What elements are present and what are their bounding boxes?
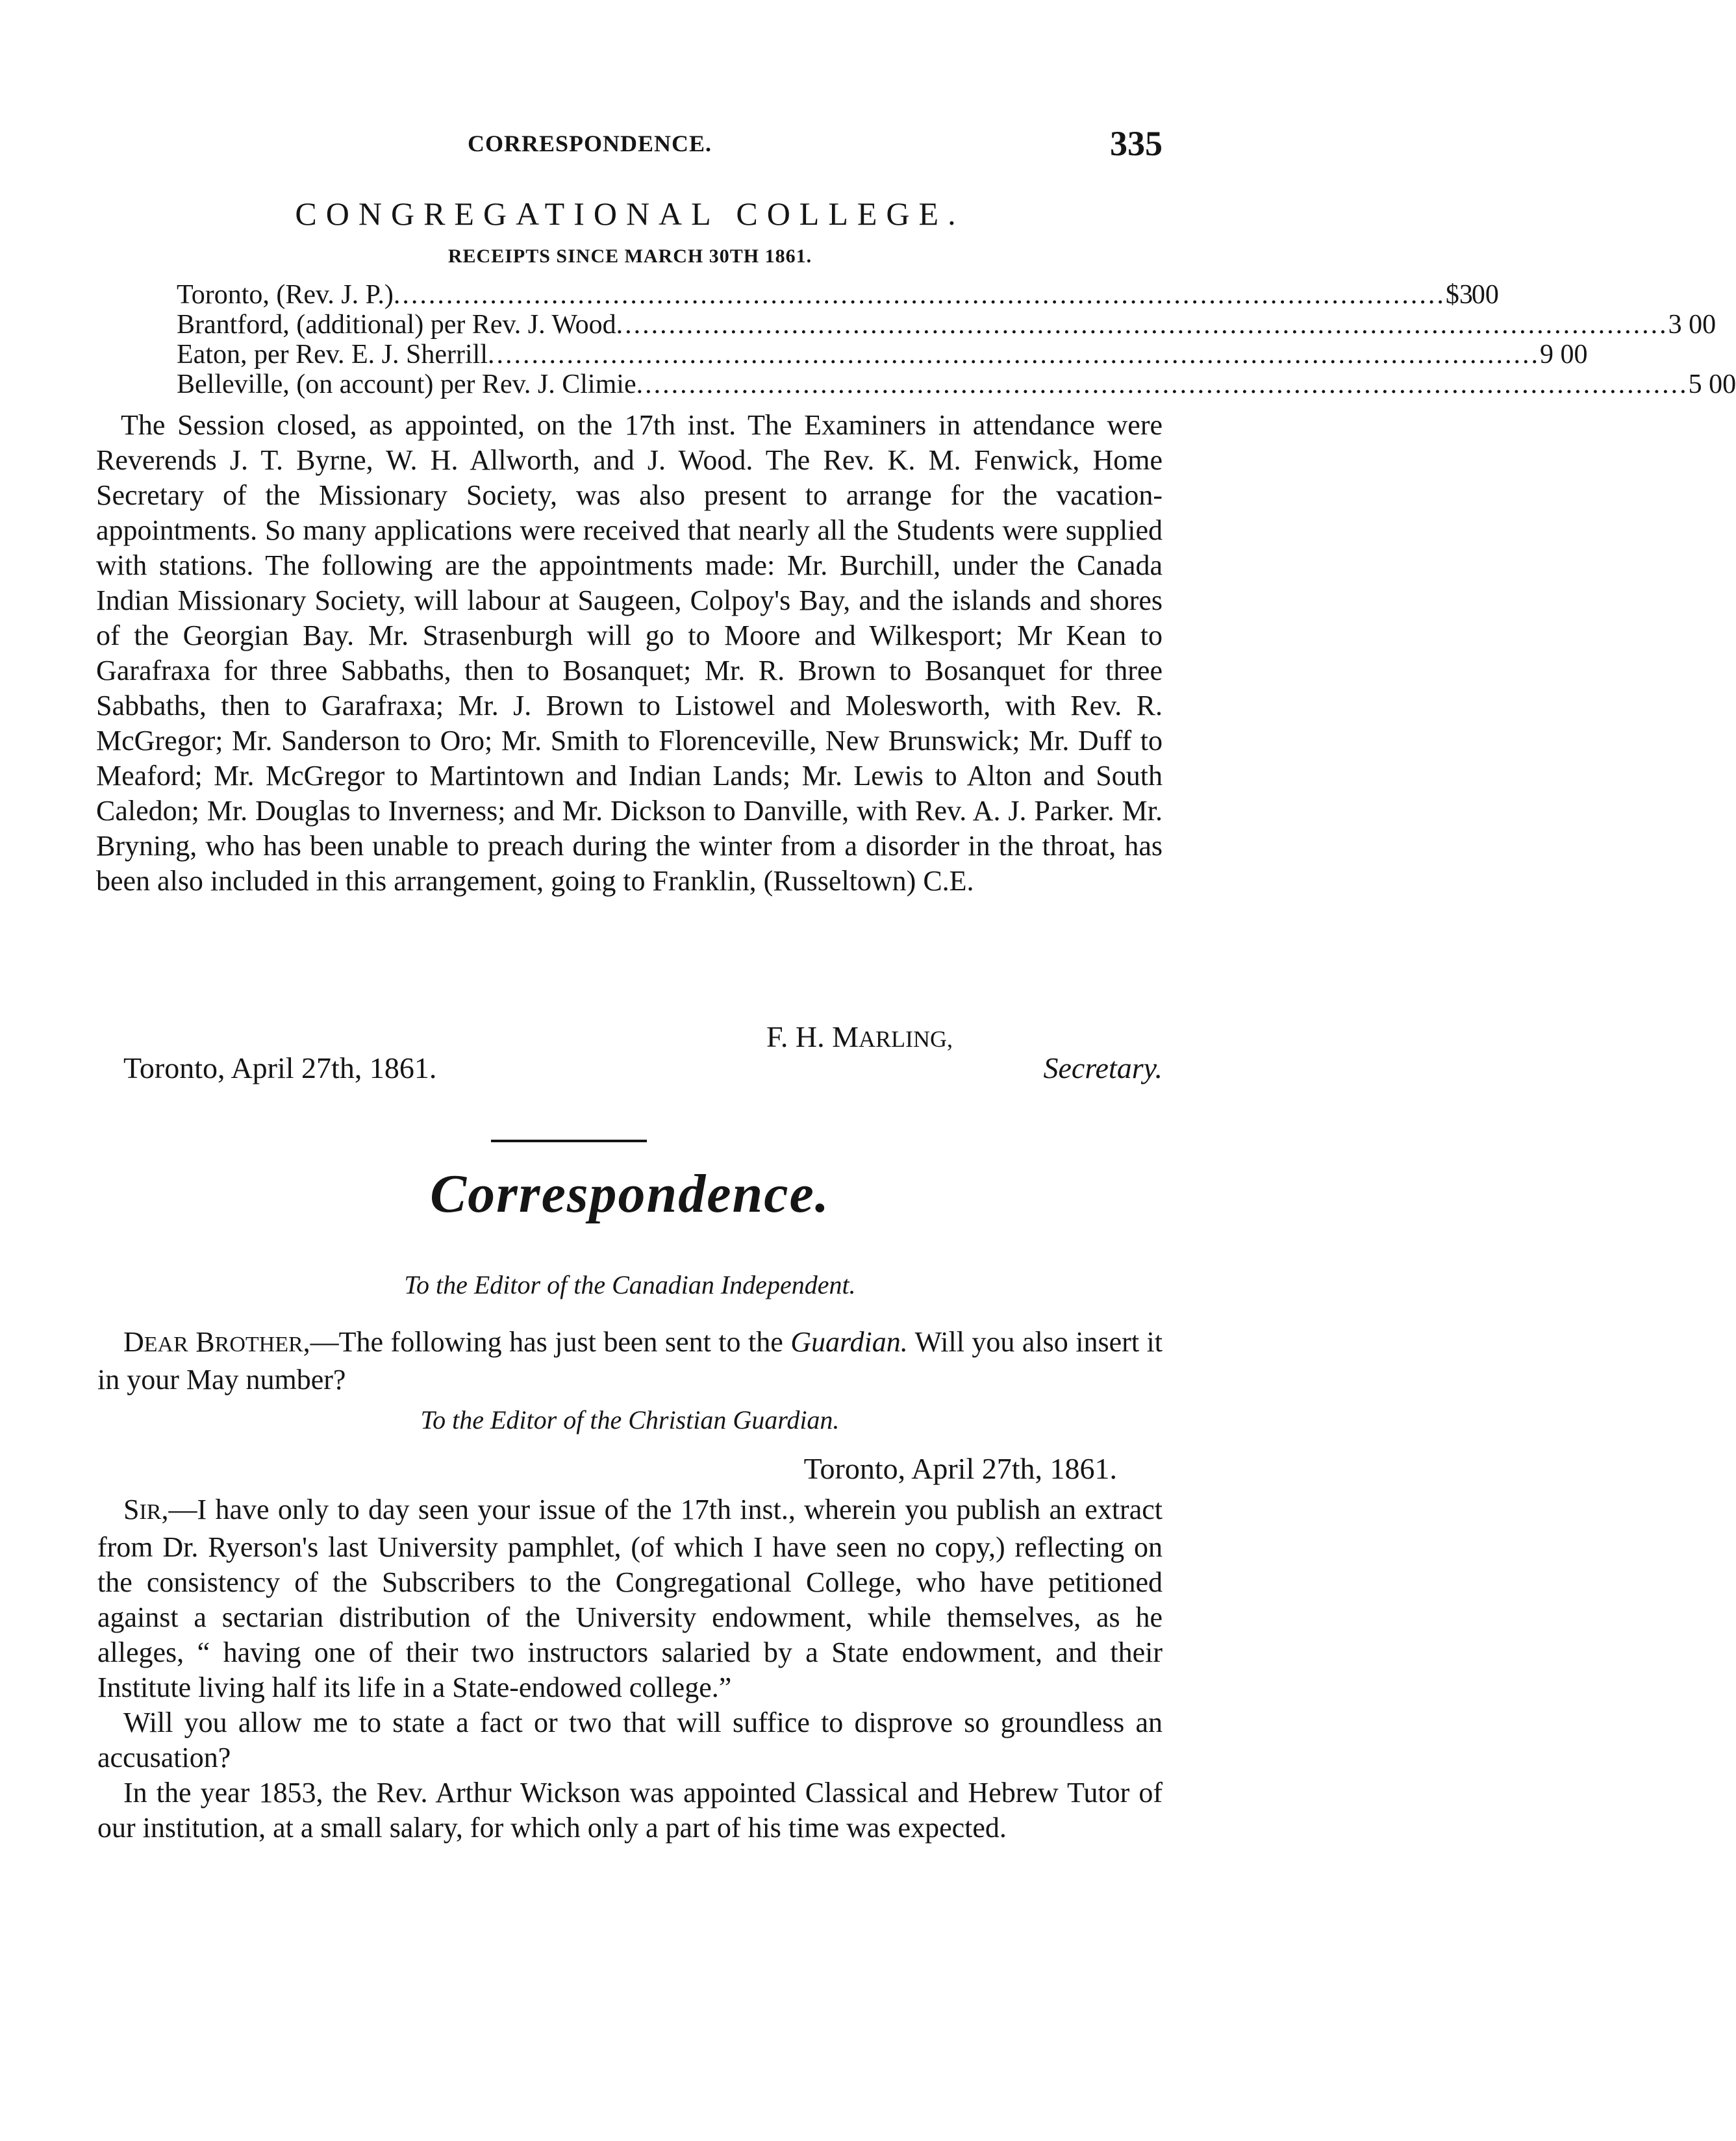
sir-initial: S: [123, 1494, 140, 1525]
dot-leader: ........................................................................................................................: [616, 310, 1668, 340]
signature-surname: ARLING,: [859, 1026, 953, 1052]
sir-paragraph: [97, 1492, 1163, 1705]
receipts-list: [177, 279, 1736, 399]
to-guardian-heading: To the Editor of the Christian Guardian.: [420, 1405, 840, 1434]
receipt-amount: 9 00: [1540, 340, 1588, 369]
dear-text-2: Will you also insert it in your May number?: [97, 1326, 1163, 1396]
receipt-row: [177, 339, 1588, 369]
receipt-description: Belleville, (on account) per Rev. J. Climie: [177, 369, 636, 399]
section-heading: Correspondence.: [430, 1164, 830, 1224]
receipt-row: [177, 279, 1499, 310]
will-paragraph: Will you allow me to state a fact or two that will suffice to disprove so groundless an accusation?: [97, 1707, 1163, 1773]
year-paragraph: In the year 1853, the Rev. Arthur Wickson was appointed Classical and Hebrew Tutor of our institution, at a small salary, for which only a part of his time was expected.: [97, 1777, 1163, 1844]
receipt-description: Toronto, (Rev. J. P.): [177, 280, 394, 310]
dear-text: ,—The following has just been sent to the: [303, 1326, 791, 1358]
letter-body: [97, 1492, 1163, 1846]
place-date: Toronto, April 27th, 1861.: [123, 1051, 437, 1084]
receipt-description: Eaton, per Rev. E. J. Sherrill: [177, 340, 488, 369]
receipt-currency: $3: [1445, 280, 1473, 310]
brother-smallcaps: ROTHER: [214, 1333, 303, 1357]
sir-smallcaps: IR: [139, 1500, 162, 1524]
receipt-amount: 00: [1471, 280, 1499, 310]
page-number: 335: [1110, 124, 1163, 163]
dot-leader: ........................................................................................................................: [393, 280, 1446, 310]
session-paragraph: The Session closed, as appointed, on the 17th inst. The Examiners in attendance were Reverends J. T. Byrne, W. H. Allworth, and J. Wood. The Rev. K. M. Fenwick, Home Secretary of the Missionary Society, was also present to arrange for the vacation-appointments. So many applications were received that nearly all the Students were supplied with stations. The following are the appointments made: Mr. Burchill, under the Canada Indian Missionary Society, will labour at Saugeen, Colpoy's Bay, and the islands and shores of the Georgian Bay. Mr. Strasenburgh will go to Moore and Wilkesport; Mr Kean to Garafraxa for three Sabbaths, then to Bosanquet; Mr. R. Brown to Bosanquet for three Sabbaths, then to Garafraxa; Mr. J. Brown to Listowel and Molesworth, with Rev. R. McGregor; Mr. Sanderson to Oro; Mr. Smith to Florenceville, New Brunswick; Mr. Duff to Meaford; Mr. McGregor to Martintown and Indian Lands; Mr. Lewis to Alton and South Caledon; Mr. Douglas to Inverness; and Mr. Dickson to Danville, with Rev. A. J. Parker. Mr. Bryning, who has been unable to preach during the winter from a disorder in the throat, has been also included in this arrangement, going to Franklin, (Russeltown) C.E.: [96, 409, 1163, 897]
receipt-amount: 5 00: [1688, 369, 1736, 399]
receipt-description: Brantford, (additional) per Rev. J. Wood: [177, 310, 616, 340]
running-title: CORRESPONDENCE.: [468, 131, 712, 157]
guardian-title: Guardian.: [790, 1326, 908, 1358]
to-editor-heading: To the Editor of the Canadian Independent.: [404, 1270, 856, 1299]
letter-dateline: Toronto, April 27th, 1861.: [803, 1452, 1117, 1485]
college-title: CONGREGATIONAL COLLEGE.: [295, 195, 965, 232]
signature-role: Secretary.: [1043, 1051, 1163, 1084]
dot-leader: ........................................................................................................................: [636, 369, 1689, 399]
signature-name: [766, 1020, 953, 1054]
dear-brother-paragraph: [97, 1325, 1163, 1397]
dot-leader: ........................................................................................................................: [488, 340, 1541, 369]
receipt-row: [177, 369, 1736, 399]
dear-initial: D: [123, 1326, 144, 1358]
dear-smallcaps: EAR: [144, 1333, 188, 1357]
receipt-row: [177, 309, 1717, 340]
receipt-amount: 3 00: [1668, 310, 1717, 340]
brother-initial: B: [195, 1326, 215, 1358]
sir-text: ,—I have only to day seen your issue of the 17th inst., wherein you publish an extract from Dr. Ryerson's last University pamphlet, (of which I have seen no copy,) reflecting on the consistency of the Subscribers to the Congregational College, who have petitioned against a sectarian distribution of the University endowment, while themselves, as he alleges, “ having one of their two instructors salaried by a State endowment, and their Institute living half its life in a State-endowed college.”: [97, 1494, 1163, 1703]
running-head: [97, 123, 1163, 169]
section-rule: [491, 1140, 647, 1142]
signature-initials: F. H. M: [766, 1020, 859, 1053]
signature-line: [123, 1051, 1163, 1090]
receipts-heading: RECEIPTS SINCE MARCH 30TH 1861.: [447, 245, 812, 267]
